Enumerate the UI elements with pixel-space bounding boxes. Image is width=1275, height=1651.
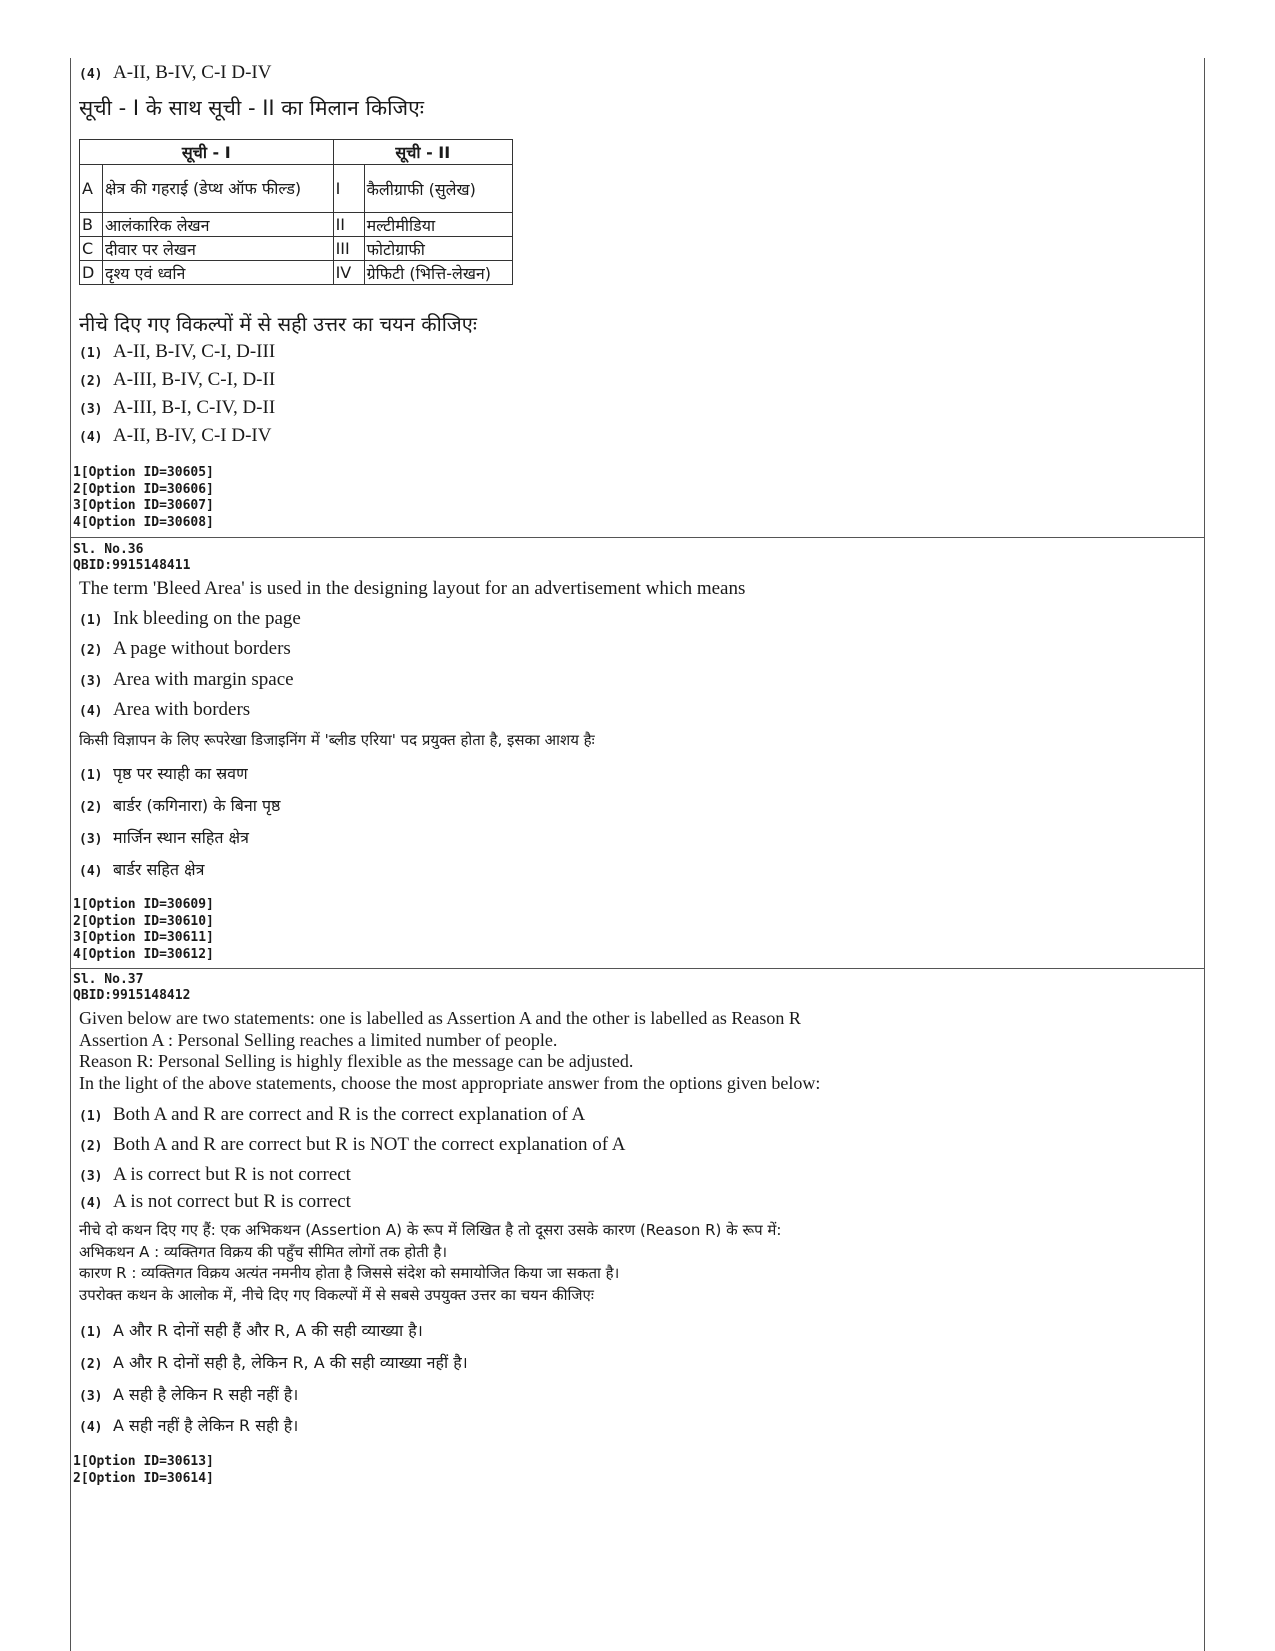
q36-option-hi	[79, 794, 280, 816]
row-text: कैलीग्राफी (सुलेख)	[364, 165, 512, 213]
option-text: Area with borders	[113, 699, 251, 720]
row-key: C	[80, 237, 103, 261]
q36-option-ids	[73, 897, 214, 963]
option-id: 2[Option ID=30614]	[73, 1470, 214, 1486]
row-text: क्षेत्र की गहराई (डेप्थ ऑफ फील्ड)	[103, 165, 334, 213]
row-key: I	[333, 165, 364, 213]
option-number: (2)	[79, 1357, 103, 1372]
option-number: (1)	[79, 1325, 103, 1340]
question-line: उपरोक्त कथन के आलोक में, नीचे दिए गए विकल्पों में से सबसे उपयुक्त उत्तर का चयन कीजिएः	[79, 1285, 594, 1304]
option-number: (2)	[79, 374, 103, 389]
row-text: आलंकारिक लेखन	[103, 213, 334, 237]
row-text: दीवार पर लेखन	[103, 237, 334, 261]
row-text: ग्रेफिटी (भित्ति-लेखन)	[364, 261, 512, 285]
option-id: 1[Option ID=30609]	[73, 897, 214, 912]
option-number: (1)	[79, 1109, 103, 1124]
q35-prev-option-4	[79, 62, 271, 84]
row-key: II	[333, 213, 364, 237]
q35-option-ids	[73, 465, 214, 531]
option-number: (1)	[79, 346, 103, 361]
option-text: A सही नहीं है लेकिन R सही है।	[113, 1416, 299, 1435]
question-divider	[71, 537, 1204, 538]
option-number: (4)	[79, 430, 103, 445]
option-number: (1)	[79, 768, 103, 783]
option-id: 3[Option ID=30611]	[73, 930, 214, 945]
option-text: मार्जिन स्थान सहित क्षेत्र	[113, 828, 249, 847]
row-text: मल्टीमीडिया	[364, 213, 512, 237]
option-number: (2)	[79, 800, 103, 815]
option-text: A is not correct but R is correct	[113, 1191, 351, 1212]
q37-question-hi	[79, 1220, 781, 1306]
option-text: A-II, B-IV, C-I, D-III	[113, 341, 276, 362]
q37-header	[73, 972, 190, 1004]
q36-option-hi	[79, 826, 249, 848]
option-number: (3)	[79, 1389, 103, 1404]
question-line: नीचे दो कथन दिए गए हैं: एक अभिकथन (Assertion A) के रूप में लिखित है तो दूसरा उसके कारण (Reason R) के रूप में:	[79, 1221, 782, 1239]
row-key: A	[80, 165, 103, 213]
q35-option	[79, 397, 275, 419]
q35-option	[79, 341, 275, 363]
option-number: (4)	[79, 1420, 103, 1435]
option-text: बार्डर (कगिनारा) के बिना पृष्ठ	[113, 796, 281, 815]
row-text: फोटोग्राफी	[364, 237, 512, 261]
q36-option-en	[79, 669, 294, 691]
serial-number: Sl. No.37	[73, 972, 144, 987]
question-divider	[71, 968, 1204, 969]
q37-option-hi	[79, 1351, 468, 1373]
option-text: A और R दोनों सही है, लेकिन R, A की सही व्याख्या नहीं है।	[113, 1353, 468, 1372]
q36-header	[73, 542, 190, 574]
option-number: (1)	[79, 613, 103, 628]
serial-number: Sl. No.36	[73, 542, 144, 557]
option-id: 4[Option ID=30608]	[73, 514, 214, 530]
option-text: पृष्ठ पर स्याही का स्रवण	[113, 764, 248, 783]
q37-option-en	[79, 1104, 585, 1126]
option-number: (3)	[79, 832, 103, 847]
option-number: (4)	[79, 1196, 103, 1211]
q37-question-en	[79, 1008, 820, 1094]
option-text: A और R दोनों सही हैं और R, A की सही व्याख्या है।	[113, 1321, 423, 1340]
q37-option-en	[79, 1134, 626, 1156]
question-line: अभिकथन A : व्यक्तिगत विक्रय की पहुँच सीमित लोगों तक होती है।	[79, 1242, 448, 1261]
q36-option-en	[79, 699, 250, 721]
option-number: (3)	[79, 402, 103, 417]
match-table	[79, 139, 513, 285]
table-row	[80, 213, 513, 237]
question-line: Reason R: Personal Selling is highly flexible as the message can be adjusted.	[79, 1051, 634, 1071]
option-id: 2[Option ID=30610]	[73, 913, 214, 929]
option-number: (2)	[79, 643, 103, 658]
qbid: QBID:9915148412	[73, 988, 191, 1003]
q35-option	[79, 369, 275, 391]
row-key: D	[80, 261, 103, 285]
row-key: III	[333, 237, 364, 261]
question-line: In the light of the above statements, choose the most appropriate answer from the options given below:	[79, 1072, 821, 1093]
q35-option	[79, 425, 271, 447]
option-id: 1[Option ID=30605]	[73, 465, 214, 480]
row-key: IV	[333, 261, 364, 285]
table-row	[80, 165, 513, 213]
option-id: 3[Option ID=30607]	[73, 498, 214, 513]
option-text: A-III, B-I, C-IV, D-II	[113, 397, 276, 418]
q36-option-en	[79, 608, 301, 630]
q36-option-en	[79, 638, 291, 660]
option-number: (4)	[79, 67, 103, 82]
option-text: Both A and R are correct and R is the correct explanation of A	[113, 1104, 586, 1125]
option-text: A-II, B-IV, C-I D-IV	[113, 425, 272, 446]
option-text: A page without borders	[113, 638, 291, 659]
table-row	[80, 237, 513, 261]
q37-option-en	[79, 1164, 351, 1186]
question-line: Given below are two statements: one is labelled as Assertion A and the other is labelled as Reason R	[79, 1008, 801, 1028]
q37-option-en	[79, 1191, 351, 1213]
option-text: Ink bleeding on the page	[113, 608, 301, 629]
option-text: A is correct but R is not correct	[113, 1164, 351, 1185]
option-id: 4[Option ID=30612]	[73, 946, 214, 962]
q36-question-en: The term 'Bleed Area' is used in the designing layout for an advertisement which means	[79, 578, 746, 599]
row-key: B	[80, 213, 103, 237]
q36-question-hi: किसी विज्ञापन के लिए रूपरेखा डिजाइनिंग में 'ब्लीड एरिया' पद प्रयुक्त होता है, इसका आशय हैः	[79, 731, 595, 749]
table-row	[80, 261, 513, 285]
q37-option-ids	[73, 1454, 214, 1487]
q35-choose-prompt: नीचे दिए गए विकल्पों में से सही उत्तर का चयन कीजिएः	[79, 312, 477, 336]
question-line: Assertion A : Personal Selling reaches a limited number of people.	[79, 1029, 558, 1050]
q37-option-hi	[79, 1414, 298, 1436]
question-line: कारण R : व्यक्तिगत विक्रय अत्यंत नमनीय होता है जिससे संदेश को समायोजित किया जा सकता है।	[79, 1264, 620, 1282]
q37-option-hi	[79, 1319, 423, 1341]
option-text: A सही है लेकिन R सही नहीं है।	[113, 1385, 299, 1404]
option-number: (3)	[79, 1169, 103, 1184]
option-number: (4)	[79, 864, 103, 879]
q36-option-hi	[79, 762, 248, 784]
question-paper-page	[70, 58, 1205, 1651]
q36-option-hi	[79, 858, 204, 880]
option-number: (3)	[79, 674, 103, 689]
row-text: दृश्य एवं ध्वनि	[103, 261, 334, 285]
option-text: A-II, B-IV, C-I D-IV	[113, 62, 272, 83]
option-text: बार्डर सहित क्षेत्र	[113, 860, 205, 879]
option-text: Area with margin space	[113, 669, 294, 690]
table-header-list-1: सूची - I	[80, 140, 334, 165]
option-id: 1[Option ID=30613]	[73, 1454, 214, 1469]
option-text: A-III, B-IV, C-I, D-II	[113, 369, 276, 390]
option-text: Both A and R are correct but R is NOT the correct explanation of A	[113, 1134, 626, 1155]
option-id: 2[Option ID=30606]	[73, 481, 214, 497]
q37-option-hi	[79, 1383, 298, 1405]
option-number: (2)	[79, 1139, 103, 1154]
table-header-list-2: सूची - II	[333, 140, 512, 165]
option-number: (4)	[79, 704, 103, 719]
q35-hindi-prompt: सूची - I के साथ सूची - II का मिलान किजिएः	[79, 96, 424, 120]
qbid: QBID:9915148411	[73, 558, 191, 573]
